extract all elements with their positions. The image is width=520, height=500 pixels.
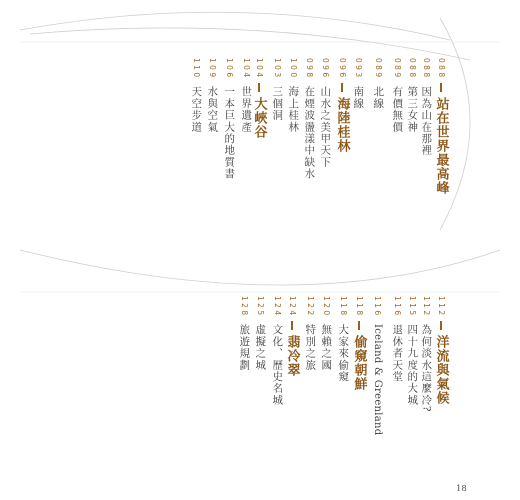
entry-title: 一本巨大的地質書	[223, 85, 236, 180]
toc-entry-top-7[interactable]	[318, 58, 332, 167]
page-number: 18	[456, 484, 467, 494]
page-ref: 093	[353, 58, 363, 80]
toc-entry-top-3[interactable]	[390, 58, 404, 132]
entry-title: 特別之旅	[304, 323, 317, 371]
entry-title: 山水之美甲天下	[319, 85, 332, 168]
page-ref: 096	[320, 58, 330, 80]
page-ref: 124	[272, 296, 282, 318]
toc-entry-top-5[interactable]	[351, 58, 365, 109]
page-ref: 098	[304, 58, 314, 80]
section-marker	[358, 321, 360, 330]
toc-section-top-6[interactable]	[335, 58, 349, 153]
entry-title: 天空步道	[190, 85, 203, 133]
page-ref: 120	[321, 296, 331, 318]
entry-title: 為何淡水這麼冷?	[420, 323, 433, 413]
page-ref: 088	[421, 58, 431, 80]
page-ref: 089	[392, 58, 402, 80]
page-ref: 122	[305, 296, 315, 318]
section-marker	[440, 321, 442, 330]
section-marker	[341, 83, 343, 92]
page-ref: 089	[373, 58, 383, 80]
toc-entry-bottom-1[interactable]	[419, 296, 433, 412]
toc-section-top-0[interactable]	[434, 58, 448, 195]
entry-title: 四十九度的大城	[406, 323, 419, 406]
toc-entry-top-4[interactable]	[371, 58, 385, 109]
toc-entry-top-10[interactable]	[270, 58, 284, 121]
page-ref: 104	[241, 58, 251, 80]
toc-section-bottom-5[interactable]	[352, 296, 366, 391]
toc-entry-bottom-12[interactable]	[237, 296, 251, 370]
entry-title: 世界遺產	[240, 85, 253, 133]
toc-entry-top-8[interactable]	[302, 58, 316, 179]
section-title: 站在世界最高峰	[433, 96, 449, 195]
page-ref: 096	[337, 58, 347, 80]
entry-title: 文化、歷史名城	[271, 323, 284, 406]
page-ref: 104	[254, 58, 264, 80]
entry-title: 水與空氣	[206, 85, 219, 133]
entry-title: 第三女神	[406, 85, 419, 133]
page-ref: 118	[338, 296, 348, 318]
toc-section-bottom-9[interactable]	[285, 296, 299, 377]
page-ref: 106	[224, 58, 234, 80]
toc-entry-bottom-8[interactable]	[303, 296, 317, 370]
toc-entry-bottom-2[interactable]	[405, 296, 419, 405]
toc-section-top-11[interactable]	[252, 58, 266, 139]
toc-entry-bottom-6[interactable]	[336, 296, 350, 382]
toc-entry-bottom-7[interactable]	[319, 296, 333, 370]
entry-title: 在煙波盪漾中缺水	[303, 85, 316, 180]
entry-title: 海上桂林	[287, 85, 300, 133]
page-ref: 116	[372, 296, 382, 318]
entry-title: 旅遊規劃	[238, 323, 251, 371]
toc-entry-top-13[interactable]	[222, 58, 236, 179]
toc-entry-bottom-11[interactable]	[253, 296, 267, 370]
page-ref: 109	[207, 58, 217, 80]
toc-entry-bottom-3[interactable]	[390, 296, 404, 382]
section-title: 海陸桂林	[334, 96, 350, 153]
page-ref: 115	[407, 296, 417, 318]
toc-entry-top-12[interactable]	[239, 58, 253, 132]
page-ref: 118	[354, 296, 364, 318]
entry-title: 大家來偷窺	[337, 323, 350, 383]
toc-entry-bottom-4[interactable]	[370, 296, 384, 435]
page-ref: 088	[436, 58, 446, 80]
page-ref: 088	[407, 58, 417, 80]
toc-section-bottom-0[interactable]	[434, 296, 448, 405]
entry-title: 無賴之國	[320, 323, 333, 371]
page-ref: 110	[191, 58, 201, 80]
page-ref: 112	[421, 296, 431, 318]
page-ref: 124	[287, 296, 297, 318]
page-ref: 128	[239, 296, 249, 318]
entry-title: 三個洞	[271, 85, 284, 121]
toc-entry-top-15[interactable]	[189, 58, 203, 132]
entry-title: 退休者天堂	[391, 323, 404, 383]
page-ref: 116	[392, 296, 402, 318]
section-marker	[291, 321, 293, 330]
page-ref: 112	[436, 296, 446, 318]
page-ref: 100	[288, 58, 298, 80]
entry-title: 因為山在那裡	[420, 85, 433, 156]
toc-entry-top-2[interactable]	[405, 58, 419, 132]
section-marker	[440, 83, 442, 92]
section-title: 大峽谷	[251, 96, 267, 139]
toc-entry-bottom-10[interactable]	[270, 296, 284, 405]
section-title: 翡冷翠	[284, 334, 300, 377]
page-ref: 125	[255, 296, 265, 318]
toc-entry-top-14[interactable]	[205, 58, 219, 132]
entry-title: 南線	[352, 85, 365, 109]
entry-title: 虛擬之城	[254, 323, 267, 371]
entry-title: 北線	[372, 85, 385, 109]
section-marker	[258, 83, 260, 92]
toc-entry-top-1[interactable]	[419, 58, 433, 156]
section-title: 洋流與氣候	[433, 334, 449, 405]
section-title: 偷窺朝鮮	[351, 334, 367, 391]
toc-entry-top-9[interactable]	[286, 58, 300, 132]
entry-title: Iceland & Greenland	[372, 323, 383, 435]
entry-title: 有價無價	[391, 85, 404, 133]
page-ref: 103	[272, 58, 282, 80]
